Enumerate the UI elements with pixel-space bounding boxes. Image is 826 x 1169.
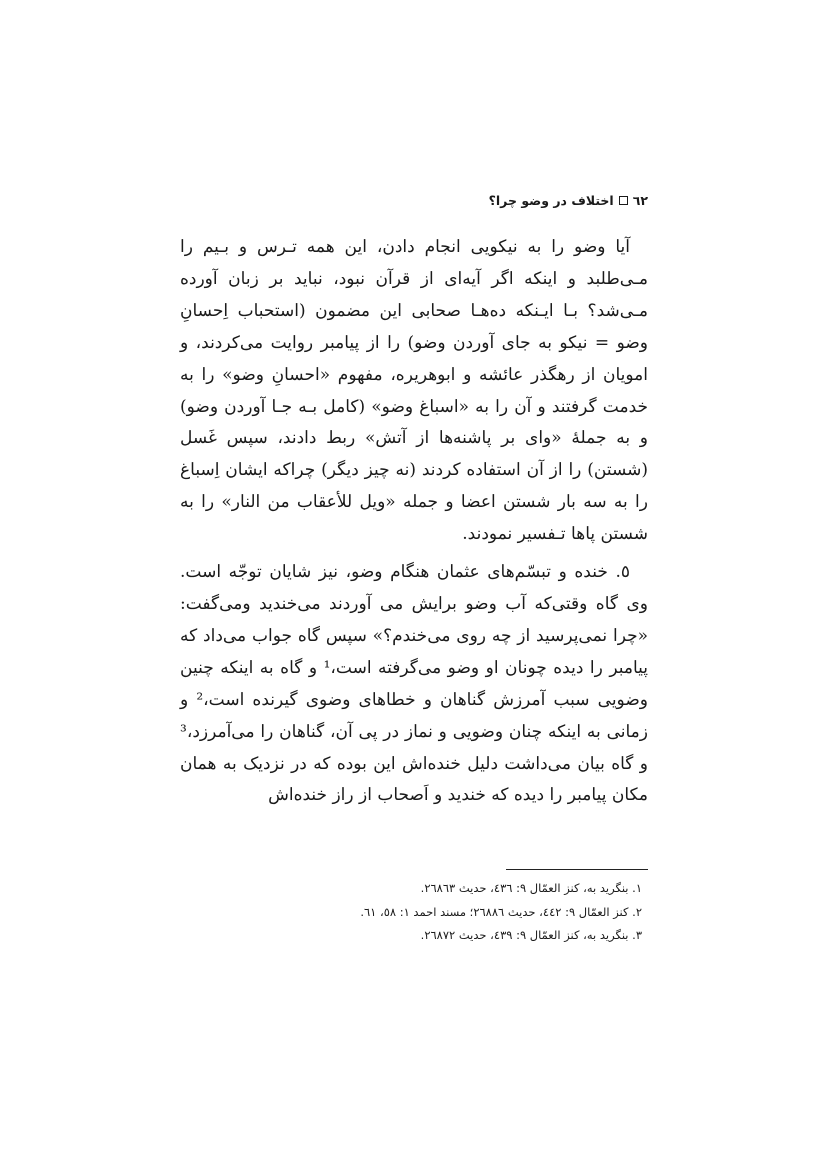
body-text <box>180 232 648 812</box>
footnotes <box>182 877 642 948</box>
footnote-1: ١. بنگرید به، کنز العمّال ٩: ٤٣٦، حدیث ٢٦٨٦٣. <box>420 881 642 895</box>
paragraph-2: ٥. خنده و تبسّم‌های عثمان هنگام وضو، نیز شایان توجّه است. وی گاه وقتی‌که آب وضو برایش می آوردند می‌خندید ومی‌گفت: «چرا نمی‌پرسید از چه روی می‌خندم؟» سپس گاه جواب می‌داد که پیامبر را دیده چونان او وضو می‌گرفته است،¹ و گاه به اینکه چنین وضویی سبب آمرزش گناهان و خطاهای وضوی گیرنده است،² و زمانی به اینکه چنان وضویی و نماز در پی آن، گناهان را می‌آمرزد،³ و گاه بیان می‌داشت دلیل خنده‌اش این بوده که در نزدیک به همان مکان پیامبر را دیده که خندید و اَصحاب از راز خنده‌اش <box>180 562 648 806</box>
footnote-2: ٢. کنز العمّال ٩: ٤٤٢، حدیث ٢٦٨٨٦؛ مسند احمد ١: ٥٨، ٦١. <box>360 904 642 919</box>
running-header <box>178 193 648 208</box>
footnote-3: ٣. بنگرید به، کنز العمّال ٩: ٤٣٩، حدیث ٢٦٨٧٢. <box>420 928 642 942</box>
footnote-divider <box>506 869 648 870</box>
running-title: اختلاف در وضو چرا؟ <box>488 193 614 208</box>
page-number: ٦٢ <box>632 193 648 208</box>
square-bullet-icon <box>619 196 628 205</box>
paragraph-1: آیا وضو را به نیکویی انجام دادن، این همه تـرس و بـیم را مـی‌طلبد و اینکه اگر آیه‌ای از قرآن نبود، نباید بر زبان آورده مـی‌شد؟ بـا ایـنکه ده‌هـا صحابی این مضمون (استحباب اِحسانِ وضو = نیکو به جای آوردن وضو) را از پیامبر روایت می‌کردند، و امویان از رهگذر عائشه و ابوهریره، مفهوم «احسانِ وضو» را به خدمت گرفتند و آن را به «اسباغ وضو» (کامل بـه جـا آوردن وضو) و به جملهٔ «وای بر پاشنه‌ها از آتش» ربط دادند، سپس غَسل (شستن) را از آن استفاده کردند (نه چیز دیگر) چراکه ایشان اِسباغ را به سه بار شستن اعضا و جمله «ویل للأعقاب من النار» را به شستن پاها تـفسیر نمودند. <box>180 237 648 545</box>
